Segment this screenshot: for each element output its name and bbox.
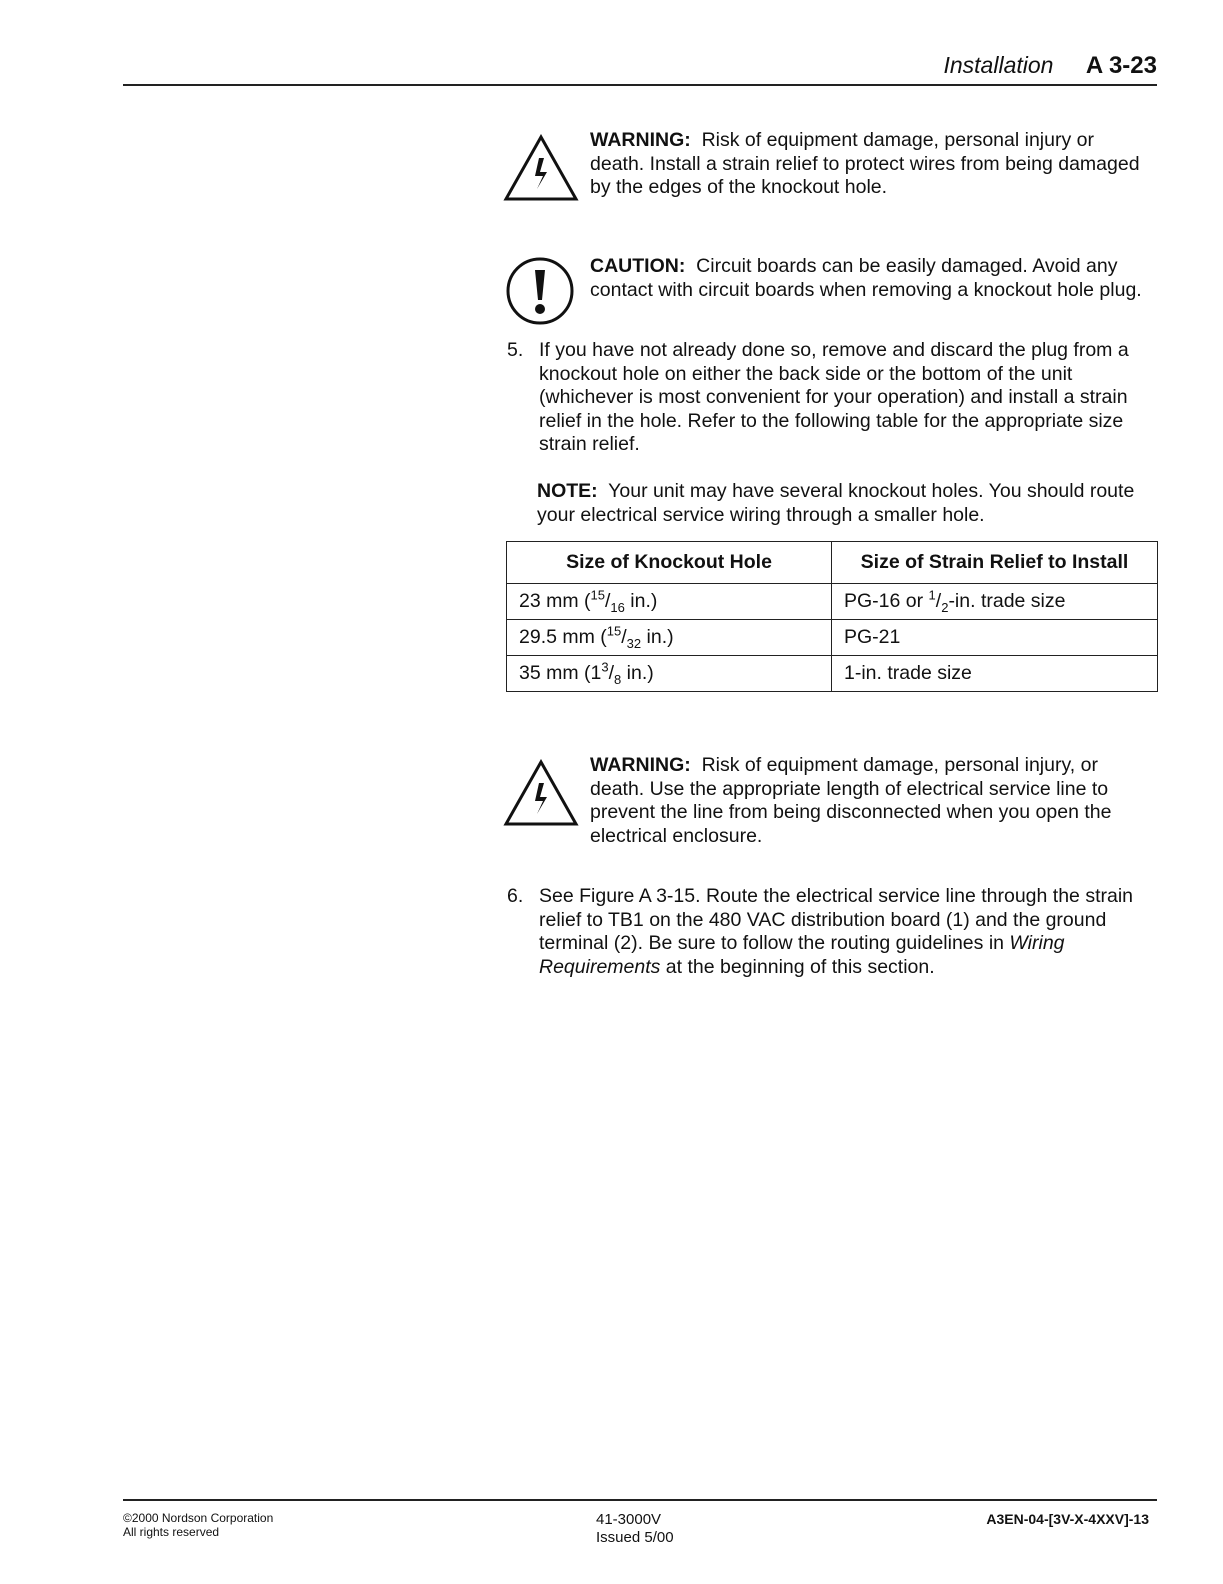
- step-5-number: 5.: [507, 339, 524, 361]
- note-text: [537, 480, 1162, 527]
- hole-size-cell: 23 mm ($^{15}/_{16}$ in.): [507, 584, 832, 620]
- warning-label: WARNING:: [590, 129, 691, 151]
- caution-icon: [505, 256, 575, 326]
- column-header-hole: Size of Knockout Hole: [507, 542, 832, 584]
- footer-rule: [123, 1499, 1157, 1501]
- header-rule: [123, 84, 1157, 86]
- page-number: A 3-23: [1085, 52, 1157, 79]
- strain-relief-cell: PG-21: [832, 620, 1158, 656]
- strain-relief-cell: 1-in. trade size: [832, 656, 1158, 692]
- warning-body: Risk of equipment damage, personal injury or death. Install a strain relief to protect wires from being damaged by the edges of the knockout hole.: [590, 129, 1140, 198]
- warning-text-1: [590, 129, 1150, 200]
- note-label: NOTE:: [537, 480, 598, 502]
- hole-size-cell: 29.5 mm ($^{15}/_{32}$ in.): [507, 620, 832, 656]
- step-6-number: 6.: [507, 885, 524, 907]
- hole-size-cell: 35 mm ($1^3/_8$ in.): [507, 656, 832, 692]
- knockout-size-table: [506, 541, 1158, 692]
- footer-copyright: ©2000 Nordson Corporation All rights reserved: [123, 1511, 274, 1539]
- table-header-row: [507, 542, 1158, 584]
- electrical-warning-icon: [503, 134, 579, 202]
- caution-label: CAUTION:: [590, 255, 686, 277]
- caution-text: [590, 255, 1165, 302]
- table-row: [507, 584, 1158, 620]
- electrical-warning-icon: [503, 759, 579, 827]
- strain-relief-cell: PG-16 or $^1/_2-in$. trade size: [832, 584, 1158, 620]
- warning-body: Risk of equipment damage, personal injury, or death. Use the appropriate length of electrical service line to prevent the line from being disconnected when you open the electrical enclosure.: [590, 754, 1112, 847]
- step-5-text: If you have not already done so, remove and discard the plug from a knockout hole on either the back side or the bottom of the unit (whichever is most convenient for your operation) and install a strain relief in the hole. Refer to the following table for the appropriate size strain relief.: [539, 339, 1129, 455]
- section-reference: Wiring Requirements: [539, 932, 1065, 978]
- column-header-relief: Size of Strain Relief to Install: [832, 542, 1158, 584]
- caution-body: Circuit boards can be easily damaged. Avoid any contact with circuit boards when removing a knockout hole plug.: [590, 255, 1142, 301]
- table-row: [507, 656, 1158, 692]
- table-row: [507, 620, 1158, 656]
- warning-text-2: [590, 754, 1155, 848]
- section-title: Installation: [943, 52, 1054, 78]
- note-body: Your unit may have several knockout holes. You should route your electrical service wiring through a smaller hole.: [537, 480, 1135, 526]
- footer-code: A3EN-04-[3V-X-4XXV]-13: [986, 1511, 1149, 1527]
- page-header: [943, 52, 1157, 80]
- warning-label: WARNING:: [590, 754, 691, 776]
- step-6-text: See Figure A 3-15. Route the electrical service line through the strain relief to TB1 on the 480 VAC distribution board (1) and the ground terminal (2). Be sure to follow the routing guidelines in Wiring Requirements at the beginning of this section.: [539, 885, 1133, 978]
- footer-doc-info: 41-3000V Issued 5/00: [596, 1511, 674, 1546]
